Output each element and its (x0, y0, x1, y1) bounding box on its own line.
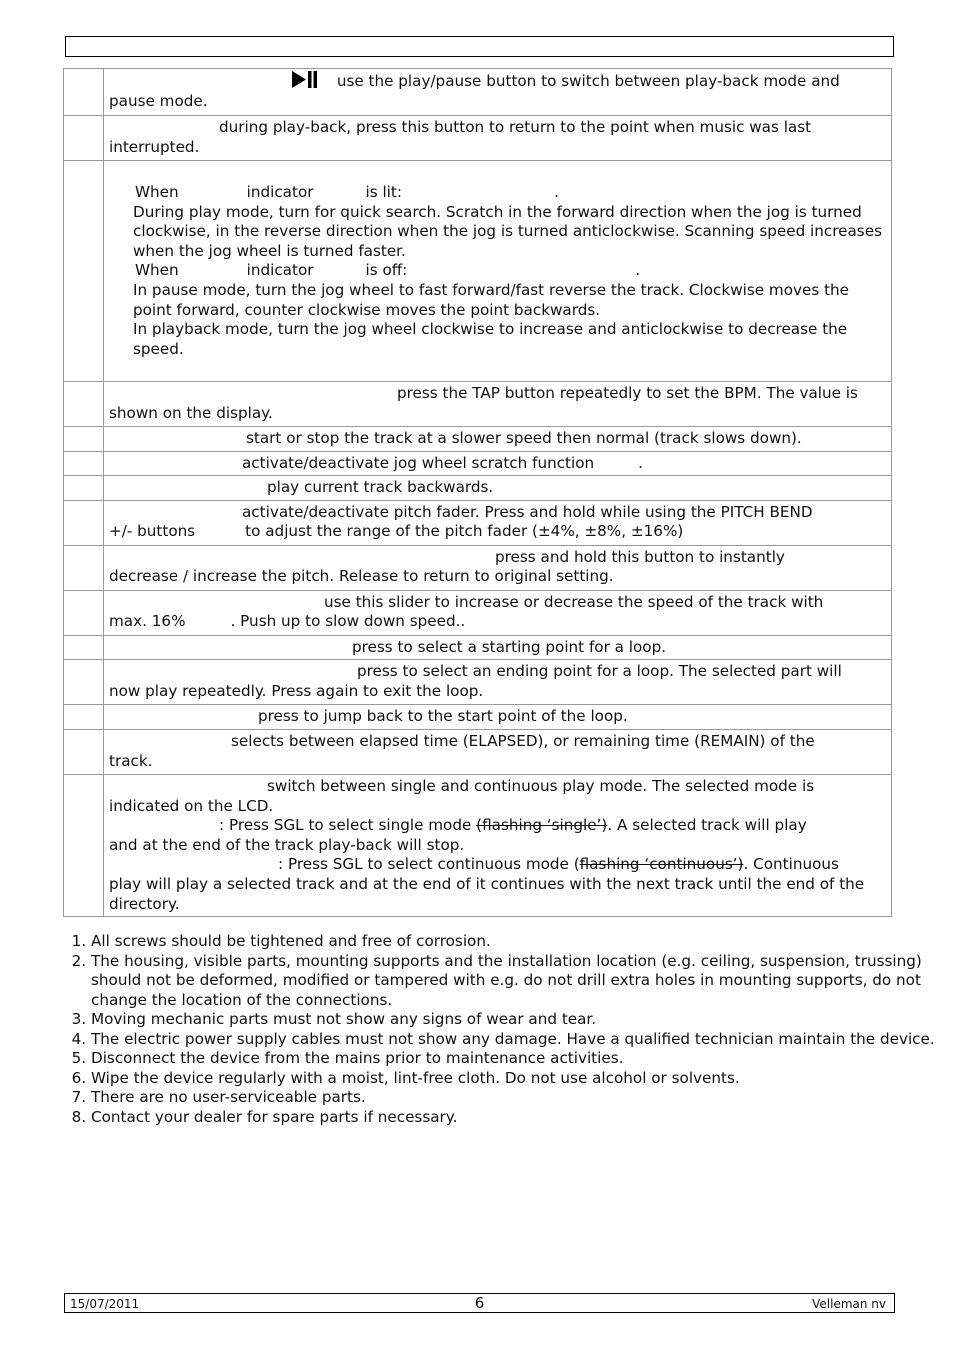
pitch-bend-text: press and hold this button to instantly (495, 547, 785, 566)
table-row (64, 161, 892, 382)
pitch-slider-text: use this slider to increase or decrease the speed of the track with (324, 592, 824, 611)
footer-company: Velleman nv (812, 1297, 886, 1311)
footer-page-number: 6 (474, 1294, 485, 1312)
jog-lit-line: When indicator is lit: . (135, 183, 559, 201)
table-row (64, 69, 892, 116)
table-row (64, 476, 892, 501)
list-item: 3. Moving mechanic parts must not show any signs of wear and tear. (91, 1010, 941, 1030)
table-row: switch between single and continuous play mode. The selected mode is indicated on the LCD. : Press SGL to select single mode (flashing ‘single’). A selected track will play and at the end of the track play-back will stop. : Press SGL to select continuous mode (flashing ‘continuous’). Continuous play will play a selected track and at the end of it continues with the next track until the end of the directory. (64, 774, 892, 916)
jog-off-text1: In pause mode, turn the jog wheel to fast forward/fast reverse the track. Clockwise moves the point forward, counter clockwise moves the point backwards. (133, 280, 849, 319)
table-row (64, 427, 892, 452)
list-item: 4. The electric power supply cables must not show any damage. Have a qualified technician maintain the device. (91, 1030, 941, 1050)
table-row (64, 705, 892, 730)
tap-text: press the TAP button repeatedly to set the BPM. The value is shown on the display. (109, 384, 858, 422)
reloop-text: press to jump back to the start point of the loop. (258, 707, 628, 726)
list-item: 1. All screws should be tightened and free of corrosion. (91, 932, 941, 952)
list-item: 2. The housing, visible parts, mounting supports and the installation location (e.g. ceiling, suspension, trussing) should not be deformed, modified or tampered with e.g. do not drill extra holes in mounting supports, do not change the location of the connections. (91, 952, 941, 1011)
loop-in-text: press to select a starting point for a loop. (352, 637, 667, 656)
function-table (63, 68, 892, 917)
table-row: press to select an ending point for a loop. The selected part will now play repeatedly. Press again to exit the loop. (64, 660, 892, 705)
play-pause-text: use the play/pause button to switch between play-back mode and pause mode. (109, 72, 840, 110)
footer-date: 15/07/2011 (70, 1297, 140, 1311)
play-pause-icon (292, 71, 318, 88)
list-item: 6. Wipe the device regularly with a moist, lint-free cloth. Do not use alcohol or solvents. (91, 1069, 941, 1089)
table-row: selects between elapsed time (ELAPSED), or remaining time (REMAIN) of the track. (64, 729, 892, 774)
list-item: 7. There are no user-serviceable parts. (91, 1088, 941, 1108)
time-text: selects between elapsed time (ELAPSED), or remaining time (REMAIN) of the (231, 731, 815, 750)
list-item: 5. Disconnect the device from the mains prior to maintenance activities. (91, 1049, 941, 1069)
jog-off-line: When indicator is off: . (135, 261, 641, 280)
table-row: press and hold this button to instantly decrease / increase the pitch. Release to return to original setting. (64, 545, 892, 590)
brake-text: start or stop the track at a slower speed then normal (track slows down). (246, 429, 802, 447)
loop-out-text: press to select an ending point for a loop. The selected part will (357, 662, 842, 681)
cue-text: during play-back, press this button to return to the point when music was last interrupted. (109, 118, 812, 156)
maintenance-list (26, 932, 941, 1127)
list-item: 8. Contact your dealer for spare parts if necessary. (91, 1108, 941, 1128)
scratch-text: activate/deactivate jog wheel scratch function (242, 453, 595, 472)
sgl-text: switch between single and continuous play mode. The selected mode is (267, 776, 815, 795)
header-box (65, 36, 894, 57)
jog-lit-text: During play mode, turn for quick search. Scratch in the forward direction when the jog is turned clockwise, in the reverse direction when the jog is turned anticlockwise. Scanning speed increases when the jog wheel is turned faster. (133, 202, 882, 260)
page-footer (64, 1293, 895, 1313)
table-row: use this slider to increase or decrease the speed of the track with max. 16% . Push up to slow down speed.. (64, 590, 892, 635)
reverse-text: play current track backwards. (267, 478, 494, 497)
table-row (64, 635, 892, 660)
table-row (64, 116, 892, 161)
jog-off-text2: In playback mode, turn the jog wheel clockwise to increase and anticlockwise to decrease the speed. (133, 320, 848, 358)
table-row: activate/deactivate jog wheel scratch function . (64, 451, 892, 476)
table-row (64, 382, 892, 427)
table-row: activate/deactivate pitch fader. Press and hold while using the PITCH BEND +/- buttons to adjust the range of the pitch fader (±4%, ±8%, ±16%) (64, 500, 892, 545)
pitch-fader-text: activate/deactivate pitch fader. Press and hold while using the PITCH BEND (242, 502, 813, 521)
